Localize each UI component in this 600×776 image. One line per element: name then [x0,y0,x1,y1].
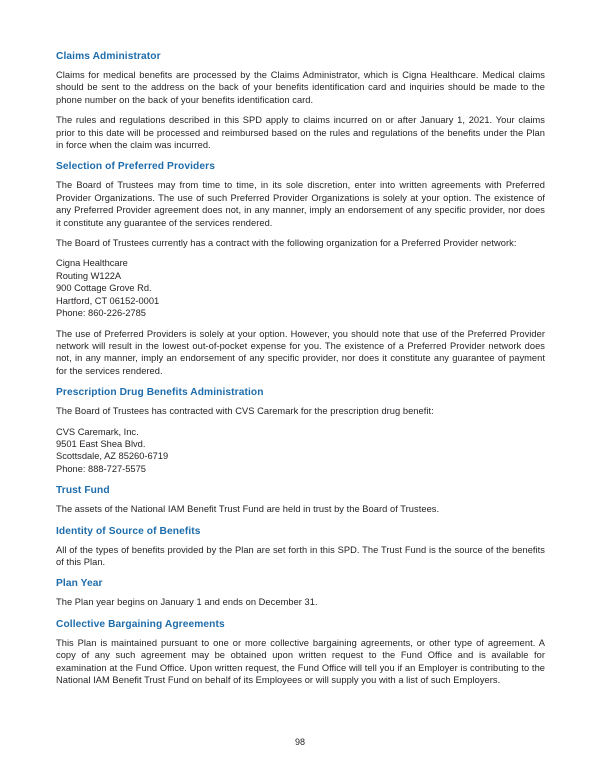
document-section [56,618,545,687]
document-section [56,525,545,569]
body-paragraph: Claims for medical benefits are processed by the Claims Administrator, which is Cigna Healthcare. Medical claims should be sent to the address on the back of your benefits identification card and inquiries should be made to the phone number on the back of your benefits identification card. [56,70,545,105]
address-line: CVS Caremark, Inc. [56,426,139,437]
document-section [56,386,545,475]
body-paragraph: All of the types of benefits provided by the Plan are set forth in this SPD. The Trust Fund is the source of the benefits of this Plan. [56,544,545,567]
section-heading: Collective Bargaining Agreements [56,618,225,630]
section-heading: Identity of Source of Benefits [56,525,201,537]
address-block [56,426,545,476]
address-line: Routing W122A [56,270,122,281]
section-heading: Selection of Preferred Providers [56,161,215,173]
body-paragraph: The rules and regulations described in this SPD apply to claims incurred on or after January 1, 2021. Your claims prior to this date will be processed and reimbursed based on the rules and regulations of the benefits under the Plan in force when the claim was incurred. [56,115,545,151]
document-section [56,484,545,515]
section-heading: Prescription Drug Benefits Administration [56,387,264,399]
body-paragraph: The Board of Trustees currently has a contract with the following organization for a Preferred Provider network: [56,238,517,249]
section-heading: Trust Fund [56,485,110,497]
section-heading: Plan Year [56,578,103,590]
body-paragraph: The Board of Trustees may from time to time, in its sole discretion, enter into written agreements with Preferred Provider Organizations. The use of such Preferred Provider Organizations is solely at your option. The existence of any Preferred Provider agreement does not, in any manner, imply an endorsement of any specific provider, nor does it constitute any guarantee of the services rendered. [56,180,545,228]
page-number: 98 [294,737,305,747]
section-heading: Claims Administrator [56,51,161,62]
address-block [56,257,545,319]
address-line: 900 Cottage Grove Rd. [56,283,152,294]
document-section [56,577,545,608]
address-line: Hartford, CT 06152-0001 [56,295,160,306]
address-line: 9501 East Shea Blvd. [56,438,146,449]
document-section [56,160,545,377]
page-content [56,50,545,686]
body-paragraph: The assets of the National IAM Benefit Trust Fund are held in trust by the Board of Trustees. [56,504,440,515]
body-paragraph: This Plan is maintained pursuant to one or more collective bargaining agreements, or other type of agreement. A copy of any such agreement may be obtained upon written request to the Fund Office and is available for examination at the Fund Office. Upon written request, the Fund Office will tell you if an Employer is contributing to the National IAM Benefit Trust Fund on behalf of its Employees or will supply you with a list of such Employers. [56,637,545,685]
body-paragraph: The Plan year begins on January 1 and ends on December 31. [56,597,318,608]
address-line: Scottsdale, AZ 85260-6719 [56,451,169,462]
body-paragraph: The use of Preferred Providers is solely at your option. However, you should note that use of the Preferred Provider network will result in the lowest out-of-pocket expense for you. The existence of a Preferred Provider network does not, in any manner, imply an endorsement of any specific provider, nor does it constitute any guarantee of payment for the services rendered. [56,328,545,376]
address-line: Phone: 888-727-5575 [56,463,146,474]
address-line: Cigna Healthcare [56,258,128,269]
document-section [56,50,545,151]
body-paragraph: The Board of Trustees has contracted with CVS Caremark for the prescription drug benefit: [56,406,434,417]
address-line: Phone: 860-226-2785 [56,308,146,319]
